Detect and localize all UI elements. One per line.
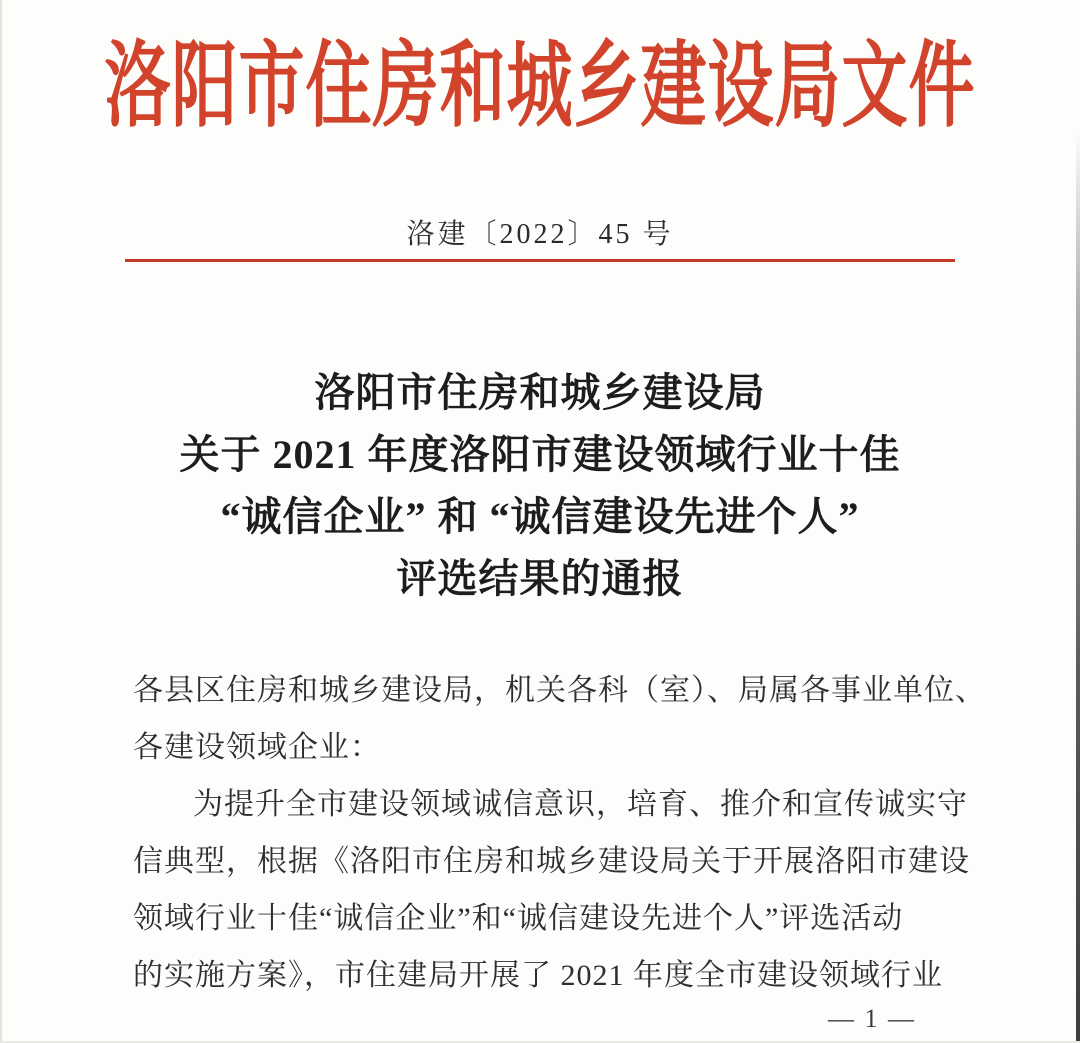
paragraph-line: 的实施方案》，市住建局开展了 2021 年度全市建设领域行业	[133, 959, 943, 992]
page-number: — 1 —	[828, 1004, 916, 1033]
document-body	[133, 662, 986, 1004]
title-line: 关于 2021 年度洛阳市建设领域行业十佳	[179, 432, 901, 477]
paragraph-line: 为提升全市建设领域诚信意识，培育、推介和宣传诚实守	[193, 788, 968, 821]
page-right-edge-shadow	[1076, 130, 1080, 1043]
title-line: “诚信企业” 和 “诚信建设先进个人”	[220, 494, 860, 539]
red-divider-line	[125, 259, 955, 262]
title-line: 洛阳市住房和城乡建设局	[314, 370, 766, 415]
salutation-line: 各建设领域企业：	[133, 731, 381, 764]
document-number: 洛建〔2022〕45 号	[406, 219, 674, 250]
red-header-banner	[0, 0, 1080, 140]
paragraph-line: 领域行业十佳“诚信企业”和“诚信建设先进个人”评选活动	[133, 902, 904, 935]
salutation-line: 各县区住房和城乡建设局，机关各科（室）、局属各事业单位、	[133, 674, 986, 707]
title-line: 评选结果的通报	[396, 556, 684, 601]
agency-banner-title: 洛阳市住房和城乡建设局文件	[104, 35, 976, 140]
paragraph-line: 信典型，根据《洛阳市住房和城乡建设局关于开展洛阳市建设	[133, 845, 970, 878]
page-left-edge	[0, 0, 2, 1043]
document-title	[0, 362, 1080, 610]
